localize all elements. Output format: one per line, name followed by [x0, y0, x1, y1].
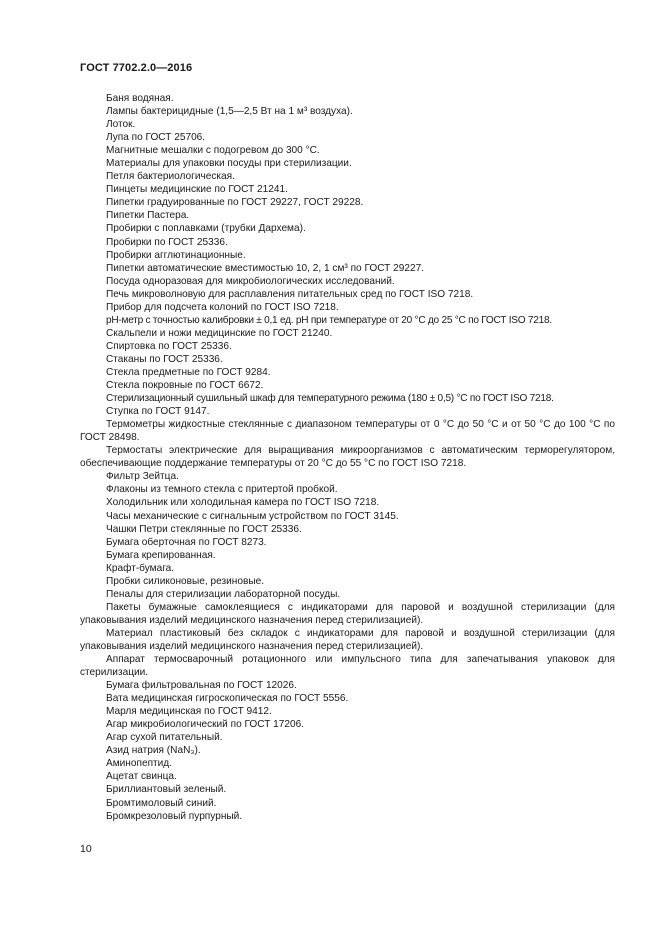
list-item: pH-метр с точностью калибровки ± 0,1 ед. pH при температуре от 20 °С до 25 °С по ГОСТ ISO 7218. — [106, 314, 552, 326]
list-item: Бромкрезоловый пурпурный. — [106, 810, 243, 822]
list-item: Печь микроволновую для расплавления питательных сред по ГОСТ ISO 7218. — [106, 288, 474, 300]
page-number: 10 — [80, 843, 92, 855]
list-item: Агар микробиологический по ГОСТ 17206. — [106, 719, 305, 731]
list-item: Лампы бактерицидные (1,5—2,5 Вт на 1 м³ воздуха). — [106, 106, 353, 118]
list-item: Аминопептид. — [106, 758, 172, 770]
equipment-list — [80, 92, 615, 823]
list-item: Стаканы по ГОСТ 25336. — [106, 353, 223, 365]
list-item: Аппарат термосварочный ротационного или импульсного типа для запечатывания упаковок для стерилизации. — [80, 654, 615, 679]
list-item: Лоток. — [106, 119, 136, 131]
list-item: Пробирки с поплавками (трубки Дархема). — [106, 223, 306, 235]
list-item: Пинцеты медицинские по ГОСТ 21241. — [106, 184, 288, 196]
list-item: Бриллиантовый зеленый. — [106, 784, 227, 796]
list-item: Стерилизационный сушильный шкаф для температурного режима (180 ± 0,5) °С по ГОСТ ISO 7218. — [106, 393, 554, 405]
list-item: Крафт-бумага. — [106, 562, 175, 574]
list-item: Марля медицинская по ГОСТ 9412. — [106, 706, 272, 718]
list-item: Пеналы для стерилизации лабораторной посуды. — [106, 588, 341, 600]
list-item: Вата медицинская гигроскопическая по ГОСТ 5556. — [106, 693, 349, 705]
list-item: Ацетат свинца. — [106, 771, 177, 783]
list-item: Материалы для упаковки посуды при стерилизации. — [106, 158, 352, 170]
list-item: Магнитные мешалки с подогревом до 300 °С. — [106, 145, 320, 157]
list-item: Пакеты бумажные самоклеящиеся с индикаторами для паровой и воздушной стерилизации (для упаковывания изделий медицинского назначения перед стерилизацией). — [80, 601, 615, 626]
list-item: Пробирки по ГОСТ 25336. — [106, 236, 228, 248]
list-item: Термостаты электрические для выращивания микроорганизмов с автоматическим терморегулятором, обеспечивающие поддержание температуры от 20 °С до 55 °С по ГОСТ ISO 7218. — [80, 445, 615, 470]
list-item: Стекла предметные по ГОСТ 9284. — [106, 366, 271, 378]
list-item: Фильтр Зейтца. — [106, 471, 179, 483]
list-item: Спиртовка по ГОСТ 25336. — [106, 340, 232, 352]
list-item: Пипетки градуированные по ГОСТ 29227, ГОСТ 29228. — [106, 197, 364, 209]
list-item: Посуда одноразовая для микробиологических исследований. — [106, 275, 395, 287]
list-item: Скальпели и ножи медицинские по ГОСТ 21240. — [106, 327, 333, 339]
list-item: Пробки силиконовые, резиновые. — [106, 575, 265, 587]
list-item: Пипетки автоматические вместимостью 10, 2, 1 см³ по ГОСТ 29227. — [106, 262, 425, 274]
document-code-header: ГОСТ 7702.2.0—2016 — [80, 62, 193, 74]
list-item: Петля бактериологическая. — [106, 171, 235, 183]
list-item: Ступка по ГОСТ 9147. — [106, 406, 210, 418]
list-item: Часы механические с сигнальным устройством по ГОСТ 3145. — [106, 510, 399, 522]
list-item: Пипетки Пастера. — [106, 210, 190, 222]
list-item: Бромтимоловый синий. — [106, 797, 217, 809]
list-item: Пробирки агглютинационные. — [106, 249, 246, 261]
list-item: Бумага фильтровальная по ГОСТ 12026. — [106, 680, 297, 692]
list-item: Азид натрия (NaN₃). — [106, 745, 201, 757]
list-item: Прибор для подсчета колоний по ГОСТ ISO 7218. — [106, 301, 339, 313]
list-item: Стекла покровные по ГОСТ 6672. — [106, 380, 264, 392]
list-item: Флаконы из темного стекла с притертой пробкой. — [106, 484, 338, 496]
list-item: Материал пластиковый без складок с индикаторами для паровой и воздушной стерилизации (для упаковывания изделий медицинского назначения перед стерилизацией). — [80, 627, 615, 652]
list-item: Термометры жидкостные стеклянные с диапазоном температуры от 0 °С до 50 °С и от 50 °С до 100 °С по ГОСТ 28498. — [80, 419, 615, 444]
list-item: Лупа по ГОСТ 25706. — [106, 132, 206, 144]
list-item: Бумага крепированная. — [106, 549, 216, 561]
list-item: Агар сухой питательный. — [106, 732, 223, 744]
list-item: Бумага оберточная по ГОСТ 8273. — [106, 536, 267, 548]
list-item: Холодильник или холодильная камера по ГОСТ ISO 7218. — [106, 497, 380, 509]
list-item: Баня водяная. — [106, 93, 174, 104]
list-item: Чашки Петри стеклянные по ГОСТ 25336. — [106, 523, 302, 535]
